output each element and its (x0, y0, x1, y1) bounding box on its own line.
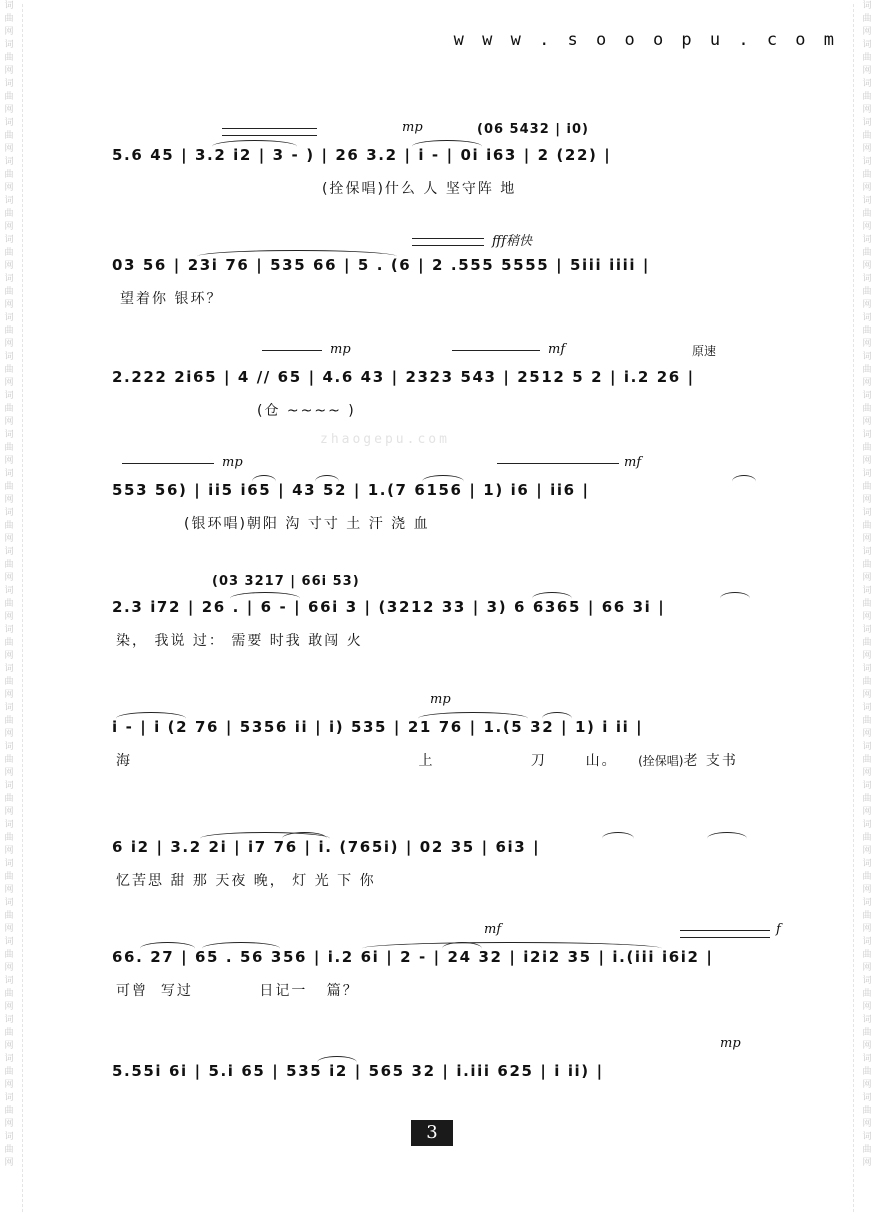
lyric-line: 望着你 银环？ (120, 291, 223, 307)
hairpin-line (222, 128, 317, 129)
lyric-part-2: 日记一 篇？ (259, 983, 359, 999)
dynamic-mark: fff稍快 (492, 234, 533, 249)
lyric-line: (银环唱)朝阳 沟 寸寸 土 汗 浇 血 (184, 516, 430, 532)
score-line-4 (112, 455, 782, 532)
side-watermark-right: 词曲网词曲网词曲网词曲网词曲网词曲网词曲网词曲网词曲网词曲网词曲网词曲网词曲网词曲网词曲网词曲网词曲网词曲网词曲网词曲网词曲网词曲网词曲网词曲网词曲网词曲网词曲网词曲网词曲网词曲网 (862, 1, 872, 1168)
lyric-shang: 上 (418, 753, 435, 769)
lyric-hai: 海 (116, 753, 132, 769)
dynamic-mark: mp (222, 455, 243, 470)
hairpin-line (412, 245, 484, 246)
tempo-mark: 原速 (692, 344, 717, 358)
dynamic-mark: mp (330, 342, 351, 357)
dynamic-mark: mp (402, 120, 423, 135)
lyric-part-1: 可曾 写过 (116, 983, 193, 999)
hairpin-line (412, 238, 484, 239)
upper-notation: (03 3217 | 66i 53) (212, 574, 360, 589)
hairpin-line (222, 135, 317, 136)
score-line-7 (112, 812, 782, 889)
upper-notation: (06 5432 | i0) (477, 122, 589, 137)
hairpin-line (452, 350, 540, 351)
lyric-line: (拴保唱)什么 人 坚守阵 地 (322, 181, 517, 197)
note-sequence: 2.3 i72 | 26 . | 6 - | 66i 3 | (3212 33 | 3) 6 6365 | 66 3i | (112, 598, 666, 616)
score-line-3 (112, 342, 782, 419)
lyric-daoshan: 刀 山。 (530, 753, 618, 769)
lyric-role: (拴保唱)老 支书 (638, 753, 738, 769)
page-number: 3 (411, 1120, 453, 1146)
lyric-line (116, 980, 786, 1000)
lyric-line: (仓 ~~~~ ) (257, 403, 356, 419)
dynamic-mark: f (776, 922, 781, 937)
score-line-1 (112, 120, 782, 197)
note-sequence: 2.222 2i65 | 4 // 65 | 4.6 43 | 2323 543 | 2512 5 2 | i.2 26 | (112, 368, 695, 386)
hairpin-line (262, 350, 322, 351)
dynamic-mark: mp (720, 1036, 741, 1051)
lyric-line (116, 750, 786, 770)
note-sequence: 5.55i 6i | 5.i 65 | 535 i2 | 565 32 | i.iii 625 | i ii) | (112, 1062, 604, 1080)
score-line-8 (112, 922, 782, 999)
side-watermark-left: 词曲网词曲网词曲网词曲网词曲网词曲网词曲网词曲网词曲网词曲网词曲网词曲网词曲网词曲网词曲网词曲网词曲网词曲网词曲网词曲网词曲网词曲网词曲网词曲网词曲网词曲网词曲网词曲网词曲网词曲网 (4, 1, 14, 1168)
score-line-5 (112, 572, 782, 649)
dynamic-mark: mf (548, 342, 566, 357)
note-sequence: 66. 27 | 65 . 56 356 | i.2 6i | 2 - | 24 32 | i2i2 35 | i.(iii i6i2 | (112, 948, 714, 966)
note-sequence: i - | i (2 76 | 5356 ii | i) 535 | 21 76 | 1.(5 32 | 1) i ii | (112, 718, 644, 736)
score-line-6 (112, 692, 782, 769)
hairpin-line (497, 463, 619, 464)
note-sequence: 553 56) | ii5 i65 | 43 52 | 1.(7 6156 | 1) i6 | ii6 | (112, 481, 590, 499)
score-line-2 (112, 230, 782, 307)
note-sequence: 03 56 | 23i 76 | 535 66 | 5 . (6 | 2 .555 5555 | 5iii iiii | (112, 256, 650, 274)
dynamic-mark: mf (484, 922, 502, 937)
note-sequence: 5.6 45 | 3.2 i2 | 3 - ) | 26 3.2 | i - | 0i i63 | 2 (22) | (112, 146, 612, 164)
lyric-line: 忆苦思 甜 那 天夜 晚， 灯 光 下 你 (116, 873, 376, 889)
dynamic-mark: mp (430, 692, 451, 707)
hairpin-line (680, 930, 770, 931)
dynamic-mark: mf (624, 455, 642, 470)
score-line-9 (112, 1036, 782, 1110)
lyric-line: 染， 我说 过： 需要 时我 敢闯 火 (116, 633, 363, 649)
hairpin-line (122, 463, 214, 464)
watermark-ghost: zhaogepu.com (320, 432, 450, 447)
hairpin-line (680, 937, 770, 938)
note-sequence: 6 i2 | 3.2 2i | i7 76 | i. (765i) | 02 35 | 6i3 | (112, 838, 541, 856)
site-url: w w w . s o o o p u . c o m (453, 30, 838, 50)
